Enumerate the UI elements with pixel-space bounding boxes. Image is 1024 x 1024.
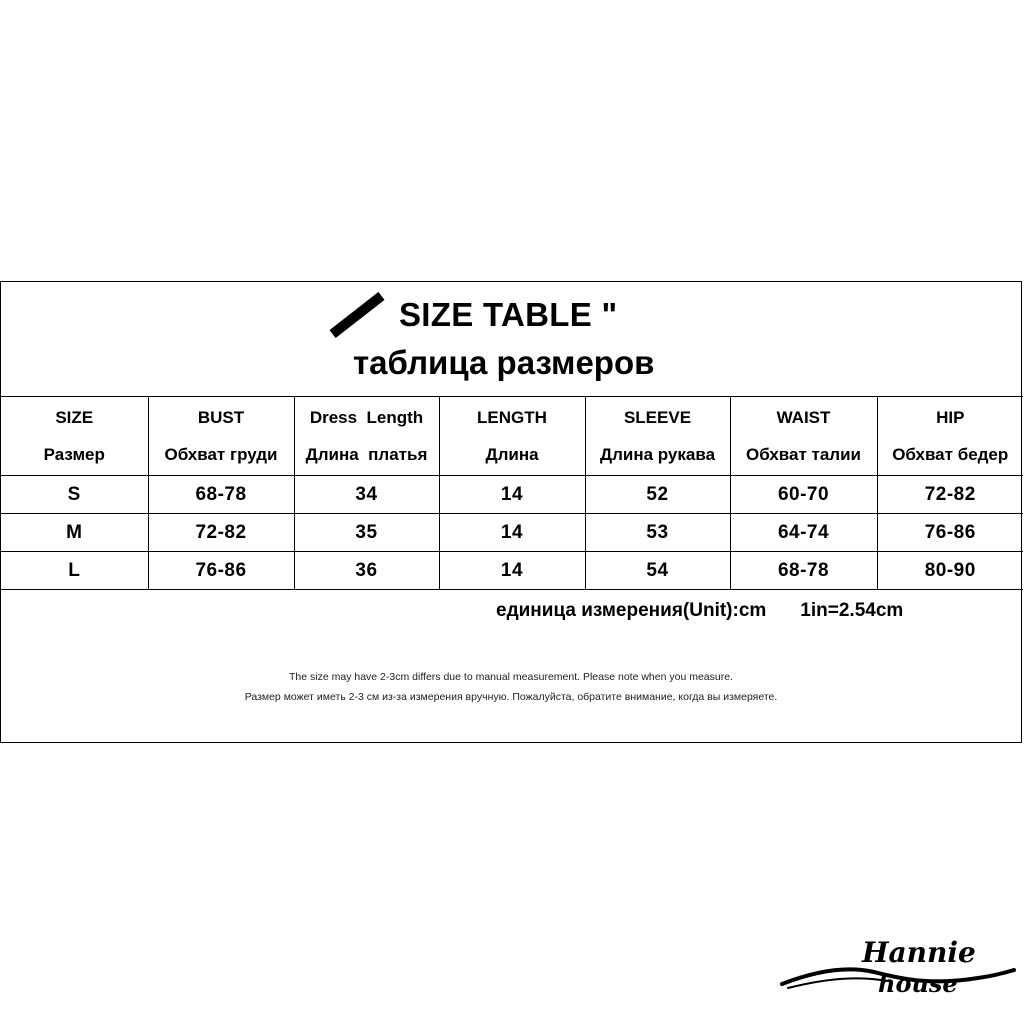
header-label-en: WAIST (776, 408, 831, 427)
cell-waist: 60-70 (730, 476, 877, 514)
title-russian: таблица размеров (353, 344, 655, 381)
cell-bust: 68-78 (148, 476, 294, 514)
brand-logo (778, 926, 1018, 1006)
header-sleeve (585, 397, 730, 476)
logo-text-top: Hannie (862, 936, 976, 969)
header-label-ru: Длина платья (305, 445, 428, 464)
header-bust (148, 397, 294, 476)
logo-swoosh-thin (788, 978, 888, 988)
header-label-ru: Длина (485, 445, 539, 464)
measurement-note-english: The size may have 2-3cm differs due to manual measurement. Please note when you measure. (289, 671, 733, 683)
header-label-ru: Длина рукава (599, 445, 716, 464)
header-label-en: BUST (197, 408, 245, 427)
measurement-note-russian: Размер может иметь 2-3 см из-за измерения вручную. Пожалуйста, обратите внимание, когда вы измеряете. (244, 691, 778, 703)
cell-length: 14 (439, 476, 585, 514)
header-label-ru: Обхват груди (164, 445, 278, 464)
unit-line (496, 600, 903, 622)
header-waist (730, 397, 877, 476)
cell-hip: 80-90 (877, 552, 1023, 590)
header-size (1, 397, 148, 476)
cell-sleeve: 53 (585, 514, 730, 552)
title-english: SIZE TABLE " (399, 296, 618, 333)
cell-bust: 72-82 (148, 514, 294, 552)
header-label-en: Dress Length (309, 408, 424, 427)
size-chart-card (0, 281, 1022, 743)
header-label-ru: Обхват талии (746, 445, 861, 464)
cell-size: M (1, 514, 148, 552)
header-dress-length (294, 397, 439, 476)
cell-hip: 76-86 (877, 514, 1023, 552)
header-label-ru: Размер (43, 445, 105, 464)
cell-length: 14 (439, 552, 585, 590)
table-row-l (1, 552, 1023, 590)
logo-text-bottom: house (878, 969, 958, 998)
table-header-row (1, 397, 1023, 476)
cell-sleeve: 54 (585, 552, 730, 590)
cell-waist: 64-74 (730, 514, 877, 552)
cell-size: S (1, 476, 148, 514)
table-row-s (1, 476, 1023, 514)
header-hip (877, 397, 1023, 476)
cell-waist: 68-78 (730, 552, 877, 590)
size-table (1, 396, 1023, 590)
header-label-ru: Обхват бедер (892, 445, 1009, 464)
cell-sleeve: 52 (585, 476, 730, 514)
cell-bust: 76-86 (148, 552, 294, 590)
header-label-en: SIZE (55, 408, 94, 427)
header-label-en: SLEEVE (623, 408, 692, 427)
unit-conversion: 1in=2.54cm (800, 600, 904, 621)
cell-dress-length: 34 (294, 476, 439, 514)
header-length (439, 397, 585, 476)
cell-length: 14 (439, 514, 585, 552)
header-label-en: HIP (936, 408, 965, 427)
unit-label: единица измерения(Unit):cm (496, 600, 767, 621)
header-label-en: LENGTH (477, 408, 547, 427)
cell-hip: 72-82 (877, 476, 1023, 514)
cell-dress-length: 36 (294, 552, 439, 590)
title-block (1, 282, 1021, 397)
cell-dress-length: 35 (294, 514, 439, 552)
table-row-m (1, 514, 1023, 552)
cell-size: L (1, 552, 148, 590)
